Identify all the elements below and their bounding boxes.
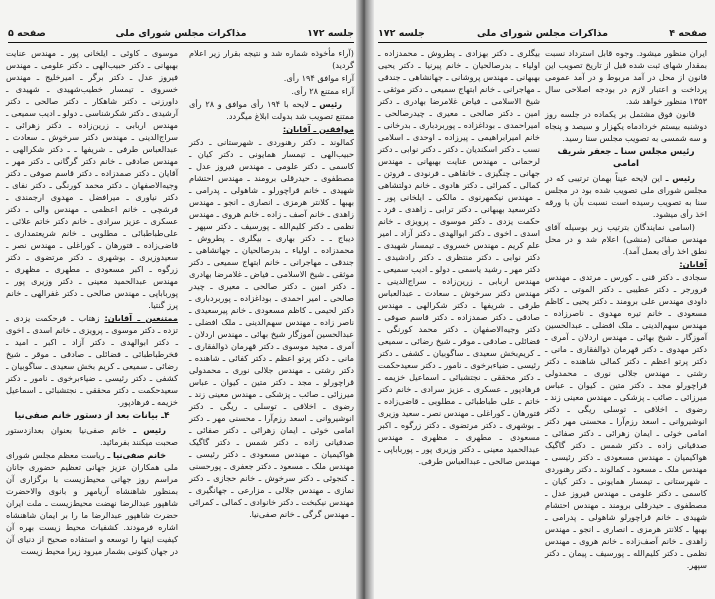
paragraph xyxy=(189,85,354,97)
paragraph xyxy=(545,47,707,107)
paragraph-text: موسوی ـ کاوئی ـ ایلخانی پور ـ مهندس عنایت بهبهانی ـ دکتر حبیب‌الهی ـ دکتر علومی ـ مهندس فیروز عدل ـ دکتر برگر ـ امیرخلیج ـ مهندس خسروی ـ تیمسار خطیب‌شهیدی ـ شهیدی ـ داورزنی ـ دکتر شاهکار ـ دکتر صالحی ـ دکتر آرشیدی ـ دکتر شکرشناسی ـ دولو ـ ادیب سمیعی ـ مهندس اربابی ـ زرین‌زاده ـ دکتر زهرائی ـ سراج‌الدینی ـ مهندس دکتر سرخوش ـ سعادت ـ عبدالعباس طرفی ـ شریفها ـ ـ دکتر شکرالهی ـ مهندس صادقی ـ خانم دکتر گرگانی ـ دکتر مهر ـ آقایان ـ دکتر صمدزاده ـ دکتر قاسم صوفی ـ دکتر وجیه‌الاصفهان ـ دکتر محمد کورنگی ـ دکتر نفای ـ دکتر نیاوری ـ میرافضل ـ مهدوی ارجمندی ـ فرشچی ـ خانم اعظمی ـ مهندس والی ـ دکتر عسکری ـ عزیز سرادی ـ خانم دکتر خاتم علائی ـ علی‌طباطبائی ـ مطلوبی ـ خانم شریعتمداری ـ قاضی‌زاده ـ فتورهان ـ کوراغلی ـ مهندس نصر ـ سعیدوزیری ـ بوشهری ـ دکتر مرتضوی ـ دکتر زرگوه ـ اکبر مسعودی ـ مطهری ـ مظهری ـ مهندس عبدالحمید معینی ـ دکتر وزیری پور ـ پورباباپی ـ مهندس صالحی ـ دکتر غفرالهی ـ خانم پرز گنتیا. xyxy=(6,48,178,310)
page-number: صفحه ۵ xyxy=(8,28,46,39)
paragraph-text: آراء ممتنع ۲۸ رأی. xyxy=(291,86,354,96)
speaker-label: خانم صفی‌نیا ـ xyxy=(107,450,166,460)
paragraph xyxy=(378,47,540,467)
text-column xyxy=(378,47,540,468)
list-heading: موافقین ـ آقایان: xyxy=(282,124,354,134)
paragraph-text: (اسامی نمایندگان بترتیب زیر بوسیله آقای مهندس صفائی (منشی) اعلام شد و در محل نطق اخذ رأی بعمل آمد). xyxy=(545,222,707,256)
paragraph-text: آراء موافق ۱۹۴ رأی. xyxy=(283,73,354,83)
journal-title: مذاکرات مجلس شورای ملی xyxy=(477,28,608,39)
paragraph-text: کمالوند ـ دکتر رهنوردی ـ شهرستانی ـ دکتر حبیب‌الهی ـ تیمسار همایونی ـ دکتر کیان ـ کاسمی ـ دکتر علومی ـ مهندس فیروز عدل ـ مصطفوی ـ حیدرقلی برومند ـ مهندس احتشام شهیدی ـ خانم قراچورلو ـ شاهولی ـ پدرامی ـ بهبها ـ کلانتر هرمزی ـ انصاری ـ انجو ـ مهندس زاهدی ـ خانم آصف ـ زاده ـ خانم هروی ـ مهندس نظمی ـ دکتر کلیم‌الله ـ پورسیف ـ دکتر سپهر ـ دیباج ـ ـ دکتر بهاری ـ بیگلری ـ پطروش ـ محمدزاده ـ اولیاء ـ بدرصالحیان ـ جهانشاهی ـ جندقی ـ مهاجرانی ـ خانم ابتهاج سمیعی ـ دکتر موثقی ـ شیخ الاسلامی ـ فیاض ـ غلامرضا بهادری ـ دکتر امین ـ دکتر صالحی ـ معیری ـ چیدر صالحی ـ امیر احمدی ـ بوداغزاده ـ پوربردباری ـ دکتر لحیمی ـ کاظم مسعودی ـ خانم پیرسعیدی ـ ناصر زاده ـ مهندس سهم‌الدینی ـ ملک افضلی ـ عبدالحسین آموزگار شیخ بهائی ـ مهندس اردلان ـ آمری ـ مجید موسوی ـ دکتر قهرمان ذوالفقاری ـ مانی ـ دکتر پرتو اعظم ـ دکتر کفائی ـ شاهنده ـ دکتر رشتی ـ مهندس جلالی نوری ـ محمدولی قراچورلو ـ مجد ـ دکتر متین ـ کیوان ـ عباس میرزائی ـ صائب ـ پزشکی ـ مهندس معینی زند ـ رضوی ـ اخلاقی ـ توسلی ـ ریگی ـ دکتر انوشیروانی ـ اسعد رزم‌آرا ـ محسنی مهر ـ دکتر امامی خوئی ـ ایمان زهرائی ـ دکتر صفائی ـ صدقیانی زاده ـ دکتر شمس ـ دکتر گاگیک هواکیمیان ـ مهندس مسعودی ـ دکتر رئیسی ـ مهندس ملک ـ مسعود ـ دکتر جعفری ـ پورحسنی ـ کنجوئی ـ دکتر سرخوش ـ خانم حجازی ـ دکتر نمازی ـ مهندس جلالی ـ مزارعی ـ جهانگیری ـ مهندس نیکبخت ـ دکتر خانوادی ـ کمالی ـ کمرائی ـ مهندس گرگی ـ خانم صفی‌نیا. xyxy=(189,137,354,519)
paragraph-text: رئیس مجلس سنا ـ جعفر شریف امامی xyxy=(557,147,695,169)
list-heading: آقایان: xyxy=(679,259,707,269)
paragraph xyxy=(6,47,178,311)
right-page xyxy=(370,0,715,599)
paragraph xyxy=(189,98,354,122)
paragraph-text: زهتاب ـ فرحکمت یزدی ـ تزده ـ دکتر موسوی ـ پرویزی ـ خانم اسدی ـ اخوی ـ دکتر ابوالهدی ـ دکتر آزاد ـ اکبر ـ امید ـ فخرطباطبائی ـ فضائلی ـ صادقی ـ موقر ـ شیخ رضائی ـ سمیعی ـ کریم بخش سعیدی ـ ساگوبیان ـ کشفی ـ دکتر رئیسی ـ ضیاءبرخوی ـ نامور ـ دکتر سعیدحکمت ـ دکتر محققی ـ نجتشبائی ـ اسماعیل خزیمه ـ فرهادپور. xyxy=(6,313,178,407)
paragraph xyxy=(6,424,178,448)
paragraph-text: ریاست معظم مجلس شورای ملی همکاران عزیز جهانی تعظیم حضوری جانان مراسم روز جهانی محیط‌زیست با برگزاری آن بمنظور شاهنشاه آریامهر و بانوی والاحضرت شاهپور عبدالرضا نهضت محیط‌زیست ـ ملت ایران حضرت شاهپور عبدالرضا ما را بر ایمان شاهنشاه اشاره فرمودند. کشفیات محیط زیست بهره آن کیفیت اینها را توسعه و استفاده صحیح از دنیای آن در جهان کنونی بشمار میرود زیرا محیط زیست xyxy=(6,450,178,556)
paragraph-text: سجادی ـ دکتر قنی ـ کورس ـ مرتدی ـ مهندس فرورجر ـ دکتر عطیبی ـ دکتر الموتی ـ دکتر داودی مهندس علی برومند ـ دکتر یحیی ـ کاظم مسعودی ـ خانم تیره مهدوی ـ ناصرزاده ـ مهندس سهم‌الدینی ـ ملک افضلی ـ عبدالحسین آموزگار ـ شیخ بهائی ـ مهندس اردلان ـ آمری ـ دکتر مهدوی ـ دکتر قهرمان ذوالفقاری ـ مانی ـ دکتر پرتو اعظم ـ دکتر کمالی شاهنده ـ دکتر رشتی ـ مهندس جلالی نوری ـ محمدولی قراچورلو مجد ـ دکتر متین ـ کیوان ـ عباس میرزائی ـ صائب ـ پزشکی ـ مهندس معینی زند ـ رضوی ـ اخلاقی ـ توسلی ریگی ـ دکتر انوشیروانی ـ اسعد رزم‌آرا ـ محسنی مهر دکتر امامی خوئی ـ ایمان زهرائی ـ دکتر صفائی ـ صدقیانی زاده ـ دکتر شمس ـ دکتر گاگیک هواکیمیان ـ مهندس مسعودی ـ دکتر رئیسی ـ مهندس ملک ـ مسعود ـ کمالوند ـ دکتر رهنوردی ـ شهرستانی ـ تیمسار همایونی ـ دکتر کیان ـ کاسمی ـ دکتر علومی ـ مهندس فیروز عدل ـ مصطفوی ـ حیدرقلی برومند ـ مهندس احتشام شهیدی ـ خانم قراچورلو شاهولی ـ پدرامی ـ بهبها ـ کلانتر هرمزی ـ انصاری ـ انجو ـ مهندس زاهدی ـ خانم آصف‌زاده ـ خانم هروی ـ مهندس نظمی ـ دکتر کلیم‌الله ـ پورسیف ـ پیمان ـ دکتر سپهر. xyxy=(545,272,707,570)
paragraph xyxy=(189,72,354,84)
page-header xyxy=(8,28,354,43)
paragraph xyxy=(545,271,707,571)
text-column xyxy=(545,47,707,572)
paragraph xyxy=(545,221,707,257)
paragraph xyxy=(189,123,354,135)
paragraph-text: خانم صفی‌نیا بعنوان بعدازدستور صحبت میکنند بفرمائید. xyxy=(6,425,178,447)
paragraph xyxy=(189,47,354,71)
paragraph-text: لایحه با ۱۹۴ رأی موافق و ۲۸ رأی ممتنع تصویب شد بدولت ابلاغ میگردد. xyxy=(189,99,354,121)
paragraph xyxy=(189,136,354,520)
paragraph xyxy=(6,312,178,408)
list-heading: ممتنعین ـ آقایان: xyxy=(104,313,178,323)
journal-title: مذاکرات مجلس شورای ملی xyxy=(115,28,247,39)
text-column xyxy=(189,47,354,521)
paragraph xyxy=(6,449,178,557)
speaker-label: رئیس ـ xyxy=(312,99,342,109)
paragraph-text: ایران منظور میشود. وجوه قابل استرداد نسبت بمقدار شهای ثبت شده قبل از تاریخ تصویب این قانون از محل در آمد مربوط و در آمد عمومی پرداخت و اعتبار لازم در بودجه اصلاحی سال ۱۳۵۳ منظور خواهد شد. xyxy=(545,48,707,106)
paragraph-text: ۴ـ بیانات بعد از دستور خانم صفی‌نیا xyxy=(14,411,170,421)
paragraph xyxy=(545,258,707,270)
paragraph-text: (آراء مأخوذه شماره شد و نتیجه بقرار زیر اعلام گردید) xyxy=(189,48,354,70)
page-number: صفحه ۴ xyxy=(669,28,707,39)
page-header xyxy=(378,28,707,43)
session-number: جلسه ۱۷۲ xyxy=(378,28,425,39)
section-heading xyxy=(545,146,707,170)
session-number: جلسه ۱۷۲ xyxy=(307,28,354,39)
paragraph-text: بیگلری ـ دکتر بهزادی ـ پطروش ـ محمدزاده ـ اولیاء ـ بدرصالحیان ـ خانم پیرنیا ـ دکتر یحیی بهبهانی ـ مهندس پروشانی ـ جهانشاهی ـ جندقی ـ مهاجرانی ـ خانم ابتهاج سمیعی ـ دکتر موثقی ـ شیخ الاسلامی ـ فیاض غلامرضا بهادری ـ دکتر امین ـ دکتر صالحی ـ معیری ـ چیدرصالحی ـ امیراحمدی ـ بوداغزاده ـ پوربردباری ـ بدرخانی ـ خانم امیرابراهیمی ـ پیرزاده ـ اوحدی ـ اسلامی نسب ـ دکتر اسکندیان ـ دکتر ـ دکتر نوابی ـ دکتر لرحمانی ـ مهندس عنایت بهبهانی ـ مهندس جهانی ـ چنگیزی ـ خانقاهی ـ فرنودی ـ فروتن ـ کمالی ـ کمرائی ـ دکتر هادوی ـ خانم دولتشاهی ـ مهندس نیکمهرنوی ـ مالکی ـ ایلخانی پور ـ دکترسعید بهبهانی ـ دکتر ترابی ـ زاهدی ـ فرد ـ حکمت یزدی ـ دکتر موسوی ـ پرویزی ـ خانم اسدی ـ اخوی ـ دکتر ابوالهدی ـ دکتر آزاد ـ امیر علم کریم ـ مهندس خسروی ـ تیمسار شهیدی ـ دکتر نوابی ـ دکتر منتظری ـ دکتر رادشیدی ـ دکتر مهر ـ رشید یاسمی ـ دولو ـ ادیب سمیعی ـ مهندس اربابی ـ زرین‌زاده ـ سراج‌الدینی ـ مهندس دکتر سرخوش ـ سعادت ـ عبدالعباس طرفی ـ شریفها ـ دکتر شکرالهی ـ مهندس صادقی ـ دکتر صمدزاده ـ دکتر قاسم صوفی ـ دکتر وجیه‌الاصفهان ـ دکتر محمد کورنگی ـ فضائلی ـ صادقی ـ موقر ـ شیخ رضائی ـ سمیعی ـ کریم‌بخش سعیدی ـ ساگوبیان ـ کشفی ـ دکتر رئیسی ـ ضیاءبرخوی ـ نامور ـ دکتر سعیدحکمت ـ دکتر محققی ـ نجتشبائی ـ اسماعیل خزیمه ـ فرهادپور ـ عسکری ـ عزیز سرادی ـ خانم دکتر خاتم ـ علی طباطبائی ـ مطلوبی ـ قاضی‌زاده ـ فتورهان ـ کوراغلی ـ مهندس نصر ـ سعید وزیری ـ بوشهری ـ دکتر مرتضوی ـ دکتر زرگوه ـ اکبر مسعودی ـ مطهری ـ مظهری ـ مهندس عبدالحمید معینی ـ دکتر وزیری پور ـ پورباباپی ـ مهندس صالحی ـ عبدالعباس طرفی. xyxy=(378,48,540,466)
paragraph-text: قانون فوق مشتمل بر یکماده در جلسه روز دوشنبه بیستم خردادماه یکهزار و سیصد و پنجاه و سه شمسی به تصویب مجلس سنا رسید. xyxy=(545,109,707,143)
speaker-label: رئیس ـ xyxy=(665,173,695,183)
paragraph-text: این لایحه عیناً بهمان ترتیبی که در مجلس شورای ملی تصویب شده بود در مجلس سنا به تصویب رسیده است نسبت بآن با ورقه اخذ رأی میشود. xyxy=(545,173,707,219)
section-heading xyxy=(6,410,178,422)
speaker-label: رئیس ـ xyxy=(133,425,166,435)
paragraph xyxy=(545,172,707,220)
text-column xyxy=(6,47,178,558)
paragraph xyxy=(545,108,707,144)
